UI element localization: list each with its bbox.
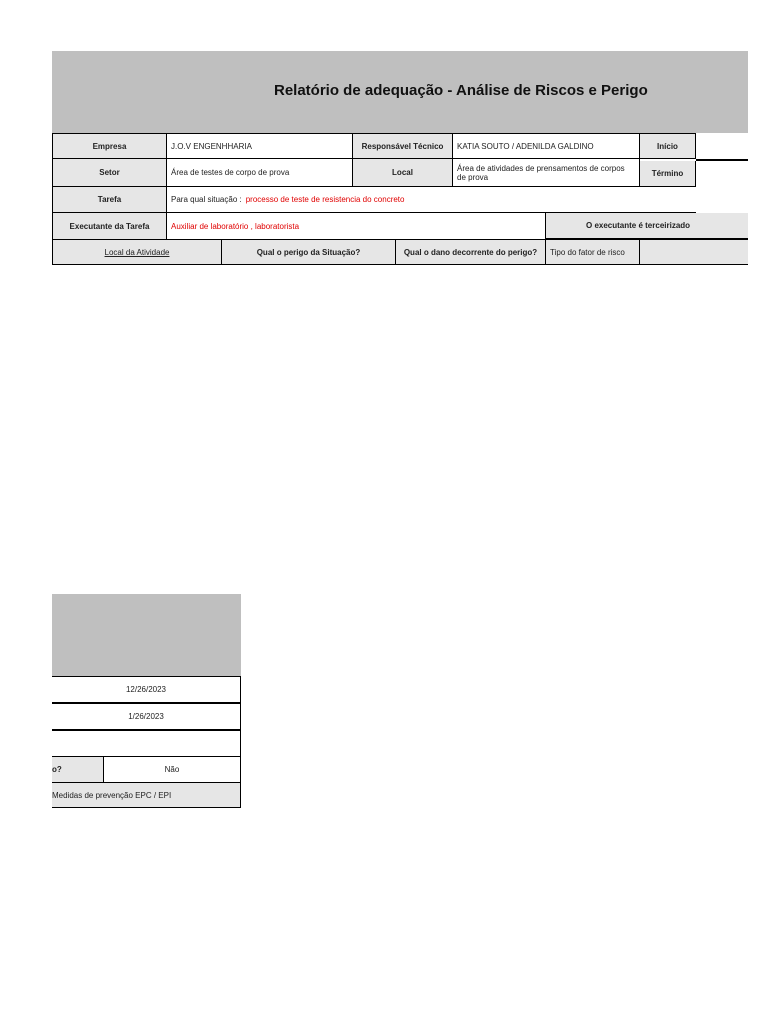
- page-title: Relatório de adequação - Análise de Riscos e Perigo: [274, 82, 648, 99]
- termino-label: Término: [640, 161, 696, 187]
- terceirizado-label: O executante é terceirizado: [546, 213, 748, 240]
- terceirizado-suffix: o?: [52, 757, 104, 783]
- executante-value: Auxiliar de laboratório , laboratorista: [167, 213, 546, 240]
- setor-label: Setor: [52, 159, 167, 187]
- header-local-atividade: [52, 240, 222, 265]
- responsavel-label: Responsável Técnico: [353, 133, 453, 159]
- tarefa-label: Tarefa: [52, 187, 167, 213]
- page2-header-band: [52, 594, 241, 676]
- terceirizado-value: Não: [104, 757, 241, 783]
- local-label: Local: [353, 159, 453, 187]
- termino-value: 1/26/2023: [52, 704, 241, 731]
- empresa-value: J.O.V ENGENHHARIA: [167, 133, 353, 159]
- header-tipo: Tipo do fator de risco: [546, 240, 640, 265]
- medidas-header: Medidas de prevenção EPC / EPI: [52, 783, 241, 808]
- executante-label: Executante da Tarefa: [52, 213, 167, 240]
- inicio-label: Início: [640, 133, 696, 159]
- header-perigo: Qual o perigo da Situação?: [222, 240, 396, 265]
- tarefa-value: processo de teste de resistencia do concreto: [245, 195, 405, 204]
- header-extra: [640, 240, 748, 265]
- blank-row: [52, 731, 241, 757]
- row1-line-right: [696, 133, 748, 161]
- local-value: Área de atividades de prensamentos de corpos de prova: [453, 159, 640, 187]
- tarefa-prefix: Para qual situação :: [171, 195, 242, 204]
- inicio-value: 12/26/2023: [52, 676, 241, 704]
- tarefa-field: [167, 187, 696, 213]
- header-dano: Qual o dano decorrente do perigo?: [396, 240, 546, 265]
- setor-value: Área de testes de corpo de prova: [167, 159, 353, 187]
- responsavel-value: KATIA SOUTO / ADENILDA GALDINO: [453, 133, 640, 159]
- header-local-atividade-label: Local da Atividade: [104, 247, 170, 257]
- empresa-label: Empresa: [52, 133, 167, 159]
